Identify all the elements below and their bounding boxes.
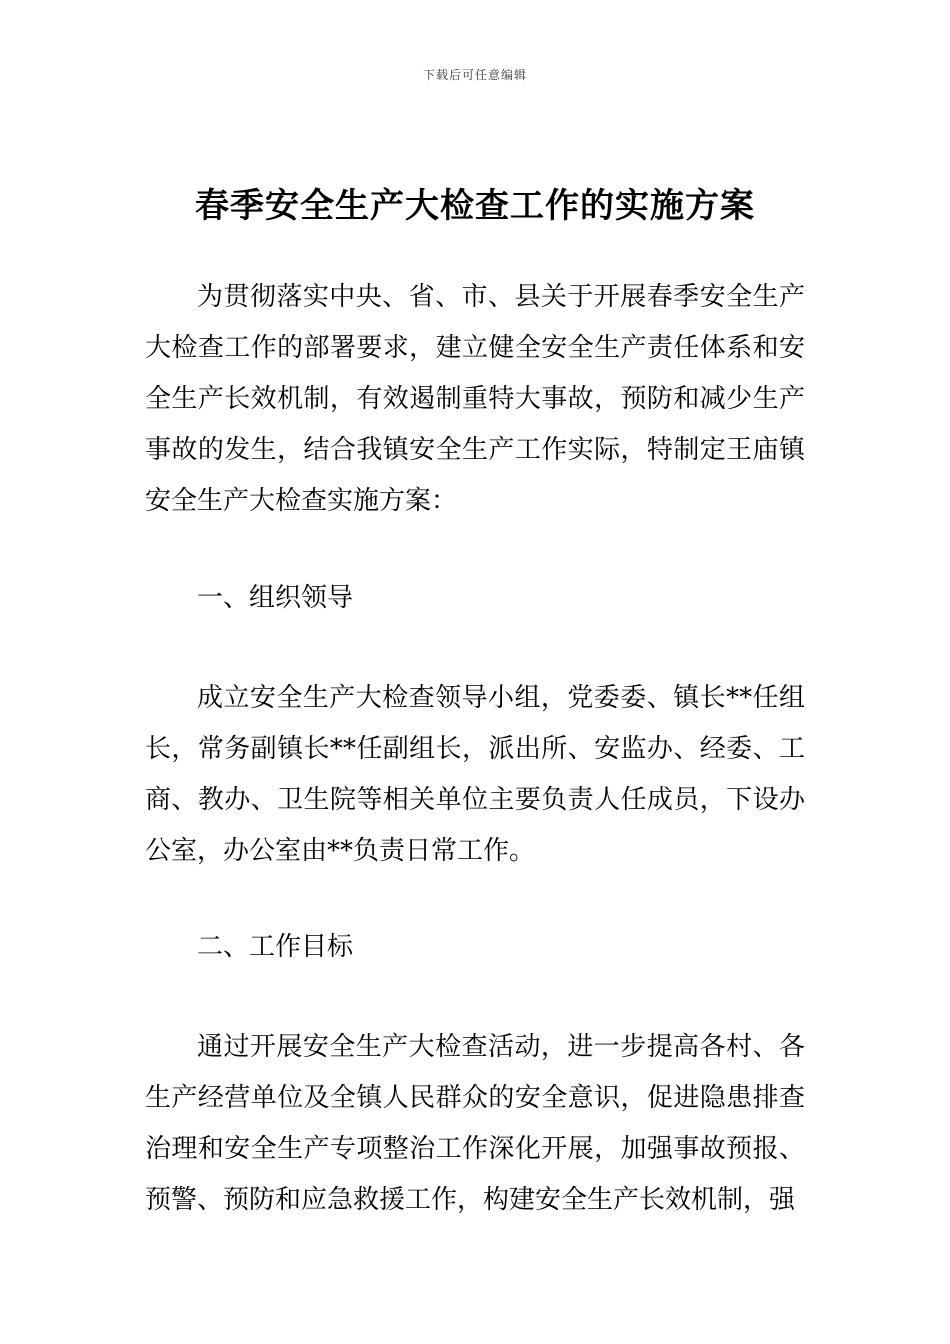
intro-paragraph: 为贯彻落实中央、省、市、县关于开展春季安全生产大检查工作的部署要求，建立健全安全生产责任体系和安全生产长效机制，有效遏制重特大事故，预防和减少生产事故的发生，结合我镇安全生产工作实际，特制定王庙镇安全生产大检查实施方案： bbox=[145, 282, 805, 516]
section-heading-organization: 一、组织领导 bbox=[197, 583, 354, 613]
page-header-note: 下载后可任意编辑 bbox=[422, 68, 527, 82]
section-body-goals: 通过开展安全生产大检查活动，进一步提高各村、各生产经营单位及全镇人民群众的安全意识，促进隐患排查治理和安全生产专项整治工作深化开展，加强事故预报、预警、预防和应急救援工作，构建安全生产长效机制，强 bbox=[145, 1032, 805, 1215]
document-title: 春季安全生产大检查工作的实施方案 bbox=[195, 186, 755, 226]
section-body-organization: 成立安全生产大检查领导小组，党委委、镇长**任组长，常务副镇长**任副组长，派出所、安监办、经委、工商、教办、卫生院等相关单位主要负责人任成员，下设办公室，办公室由**负责日常工作。 bbox=[145, 683, 805, 866]
section-heading-goals: 二、工作目标 bbox=[197, 932, 354, 962]
